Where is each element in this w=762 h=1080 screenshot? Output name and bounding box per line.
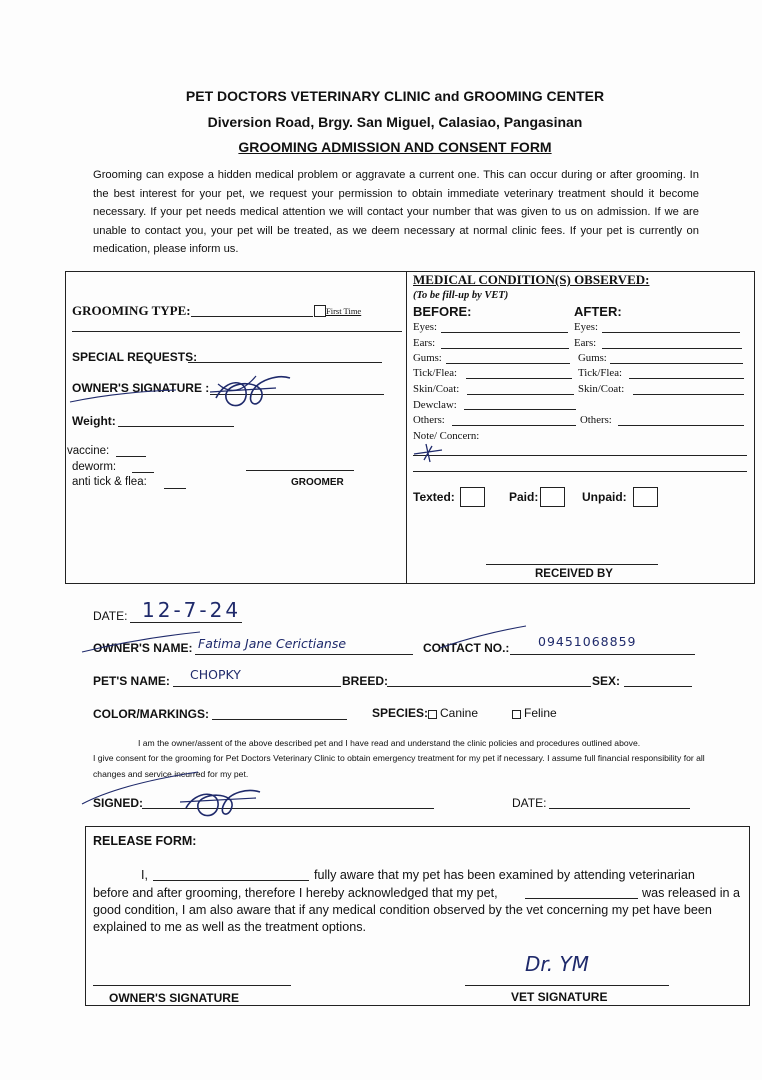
after-skincoat-field[interactable]: [633, 394, 744, 395]
before-skincoat-label: Skin/Coat:: [413, 383, 460, 395]
after-gums-field[interactable]: [610, 363, 743, 364]
species-label: SPECIES:: [372, 706, 429, 720]
owner-signature-scribble: [206, 370, 296, 414]
after-ears-label: Ears:: [574, 337, 597, 349]
anti-tick-label: anti tick & flea:: [72, 476, 147, 488]
deworm-field[interactable]: [132, 472, 154, 473]
weight-field[interactable]: [118, 426, 234, 427]
special-requests-field[interactable]: [188, 362, 382, 363]
vaccine-label: vaccine:: [67, 445, 110, 457]
after-ears-field[interactable]: [602, 348, 742, 349]
before-others-field[interactable]: [452, 425, 576, 426]
canine-label: Canine: [440, 706, 479, 720]
clinic-name: PET DOCTORS VETERINARY CLINIC and GROOMING CENTER: [185, 88, 605, 104]
after-others-field[interactable]: [618, 425, 744, 426]
vet-signature-label: VET SIGNATURE: [511, 990, 608, 1004]
vet-signature-line[interactable]: [465, 985, 669, 986]
received-by-label: RECEIVED BY: [535, 568, 613, 580]
medical-condition-subtitle: (To be fill-up by VET): [413, 290, 509, 301]
sex-field[interactable]: [624, 686, 692, 687]
after-skincoat-label: Skin/Coat:: [578, 383, 625, 395]
clinic-address: Diversion Road, Brgy. San Miguel, Calasiao, Pangasinan: [207, 114, 583, 130]
contact-value[interactable]: 09451068859: [538, 634, 637, 649]
release-text-part-2a: fully aware that my pet has been examined by attending veterinarian: [314, 868, 695, 882]
owner-name-value[interactable]: Fatima Jane Cerictianse: [198, 636, 347, 651]
signed-label: SIGNED:: [93, 796, 144, 810]
column-divider: [406, 272, 407, 583]
date-label: DATE:: [93, 609, 128, 623]
before-eyes-label: Eyes:: [413, 321, 437, 333]
canine-checkbox[interactable]: [428, 710, 437, 719]
form-title: GROOMING ADMISSION AND CONSENT FORM: [238, 139, 552, 155]
before-gums-label: Gums:: [413, 352, 442, 364]
contact-label: CONTACT NO.:: [423, 641, 510, 655]
groomer-label: GROOMER: [291, 477, 344, 488]
after-eyes-field[interactable]: [602, 332, 740, 333]
breed-field[interactable]: [387, 686, 591, 687]
owner-name-label: OWNER'S NAME:: [93, 641, 193, 655]
deworm-label: deworm:: [72, 461, 117, 473]
groomer-signature-line[interactable]: [246, 470, 354, 471]
before-label: BEFORE:: [413, 304, 472, 319]
texted-checkbox[interactable]: [460, 487, 485, 507]
release-text-part-3b: good condition, I am also aware that if any medical condition observed by the vet concerning my pet have been: [93, 903, 712, 917]
note-line-2[interactable]: [413, 471, 747, 472]
release-text-i: I,: [141, 868, 148, 882]
note-concern-label: Note/ Concern:: [413, 430, 480, 442]
first-time-label: First Time: [326, 306, 362, 316]
feline-checkbox[interactable]: [512, 710, 521, 719]
weight-label: Weight:: [72, 414, 116, 428]
after-eyes-label: Eyes:: [574, 321, 598, 333]
note-scribble: [412, 440, 448, 464]
grooming-type-line-2[interactable]: [72, 331, 402, 332]
owner-label-pen-stroke: [68, 388, 178, 408]
consent-date-field[interactable]: [549, 808, 690, 809]
pet-name-label: PET'S NAME:: [93, 674, 170, 688]
date-field[interactable]: [130, 622, 242, 623]
breed-label: BREED:: [342, 674, 389, 688]
after-tickflea-label: Tick/Flea:: [578, 367, 622, 379]
before-dewclaw-field[interactable]: [464, 409, 576, 410]
feline-label: Feline: [524, 706, 557, 720]
special-requests-label: SPECIAL REQUESTS:: [72, 350, 198, 364]
consent-line-2: I give consent for the grooming for Pet Doctors Veterinary Clinic to obtain emergency treatment for my pet if necessary. I assume full financial responsibility for all changes and service incurred for my pet.: [93, 753, 705, 779]
after-label: AFTER:: [574, 304, 622, 319]
first-time-checkbox[interactable]: [314, 305, 326, 317]
release-owner-signature-label: OWNER'S SIGNATURE: [109, 991, 239, 1005]
before-skincoat-field[interactable]: [467, 394, 574, 395]
texted-label: Texted:: [413, 490, 455, 504]
sex-label: SEX:: [592, 674, 621, 688]
unpaid-label: Unpaid:: [582, 490, 627, 504]
before-tickflea-label: Tick/Flea:: [413, 367, 457, 379]
color-markings-label: COLOR/MARKINGS:: [93, 707, 209, 721]
release-title: RELEASE FORM:: [93, 834, 197, 848]
release-owner-name-field[interactable]: [153, 880, 309, 881]
release-owner-signature-line[interactable]: [93, 985, 291, 986]
grooming-type-field[interactable]: [191, 316, 313, 317]
date-value[interactable]: 12-7-24: [142, 598, 242, 622]
paid-label: Paid:: [509, 490, 539, 504]
grooming-type-label: GROOMING TYPE:: [72, 303, 191, 318]
intro-paragraph: Grooming can expose a hidden medical problem or aggravate a current one. This can occur during or after grooming. In the best interest for your pet, we request your permission to obtain immediate veterinary treatment should it become necessary. If your pet needs medical attention we will contact your number that was given to us on admission. If we are unable to contact you, your pet will be treated, as we deem necessary at normal clinic fees. If your pet is currently on medication, please inform us.: [93, 169, 699, 255]
after-gums-label: Gums:: [578, 352, 607, 364]
before-ears-label: Ears:: [413, 337, 436, 349]
before-others-label: Others:: [413, 414, 445, 426]
paid-checkbox[interactable]: [540, 487, 565, 507]
color-markings-field[interactable]: [212, 719, 347, 720]
note-line-1[interactable]: [413, 455, 747, 456]
consent-line-1: I am the owner/assent of the above described pet and I have read and understand the clinic policies and procedures outlined above.: [138, 738, 641, 748]
unpaid-checkbox[interactable]: [633, 487, 658, 507]
release-text-part-3c: explained to me as well as the treatment options.: [93, 920, 367, 934]
signed-pen-stroke: [80, 770, 200, 806]
owner-signature-label: OWNER'S SIGNATURE :: [72, 381, 210, 395]
release-text-part-3a: was released in a: [642, 886, 741, 900]
contact-field[interactable]: [510, 654, 695, 655]
release-text-part-2b: before and after grooming, therefore I hereby acknowledged that my pet,: [93, 886, 498, 900]
pet-name-field[interactable]: [173, 686, 341, 687]
before-ears-field[interactable]: [441, 348, 569, 349]
before-dewclaw-label: Dewclaw:: [413, 399, 457, 411]
vaccine-field[interactable]: [116, 456, 146, 457]
after-tickflea-field[interactable]: [629, 378, 744, 379]
release-pet-name-field[interactable]: [525, 898, 638, 899]
vet-signature-value: Dr. YM: [525, 952, 589, 976]
before-tickflea-field[interactable]: [466, 378, 572, 379]
before-eyes-field[interactable]: [441, 332, 568, 333]
owner-row-pen-strokes: [80, 624, 530, 658]
after-others-label: Others:: [580, 414, 612, 426]
pet-name-value[interactable]: CHOPKY: [190, 667, 241, 682]
before-gums-field[interactable]: [446, 363, 570, 364]
anti-tick-field[interactable]: [164, 488, 186, 489]
received-by-line[interactable]: [486, 564, 658, 565]
medical-condition-title: MEDICAL CONDITION(S) OBSERVED:: [413, 272, 650, 287]
consent-date-label: DATE:: [512, 796, 547, 810]
